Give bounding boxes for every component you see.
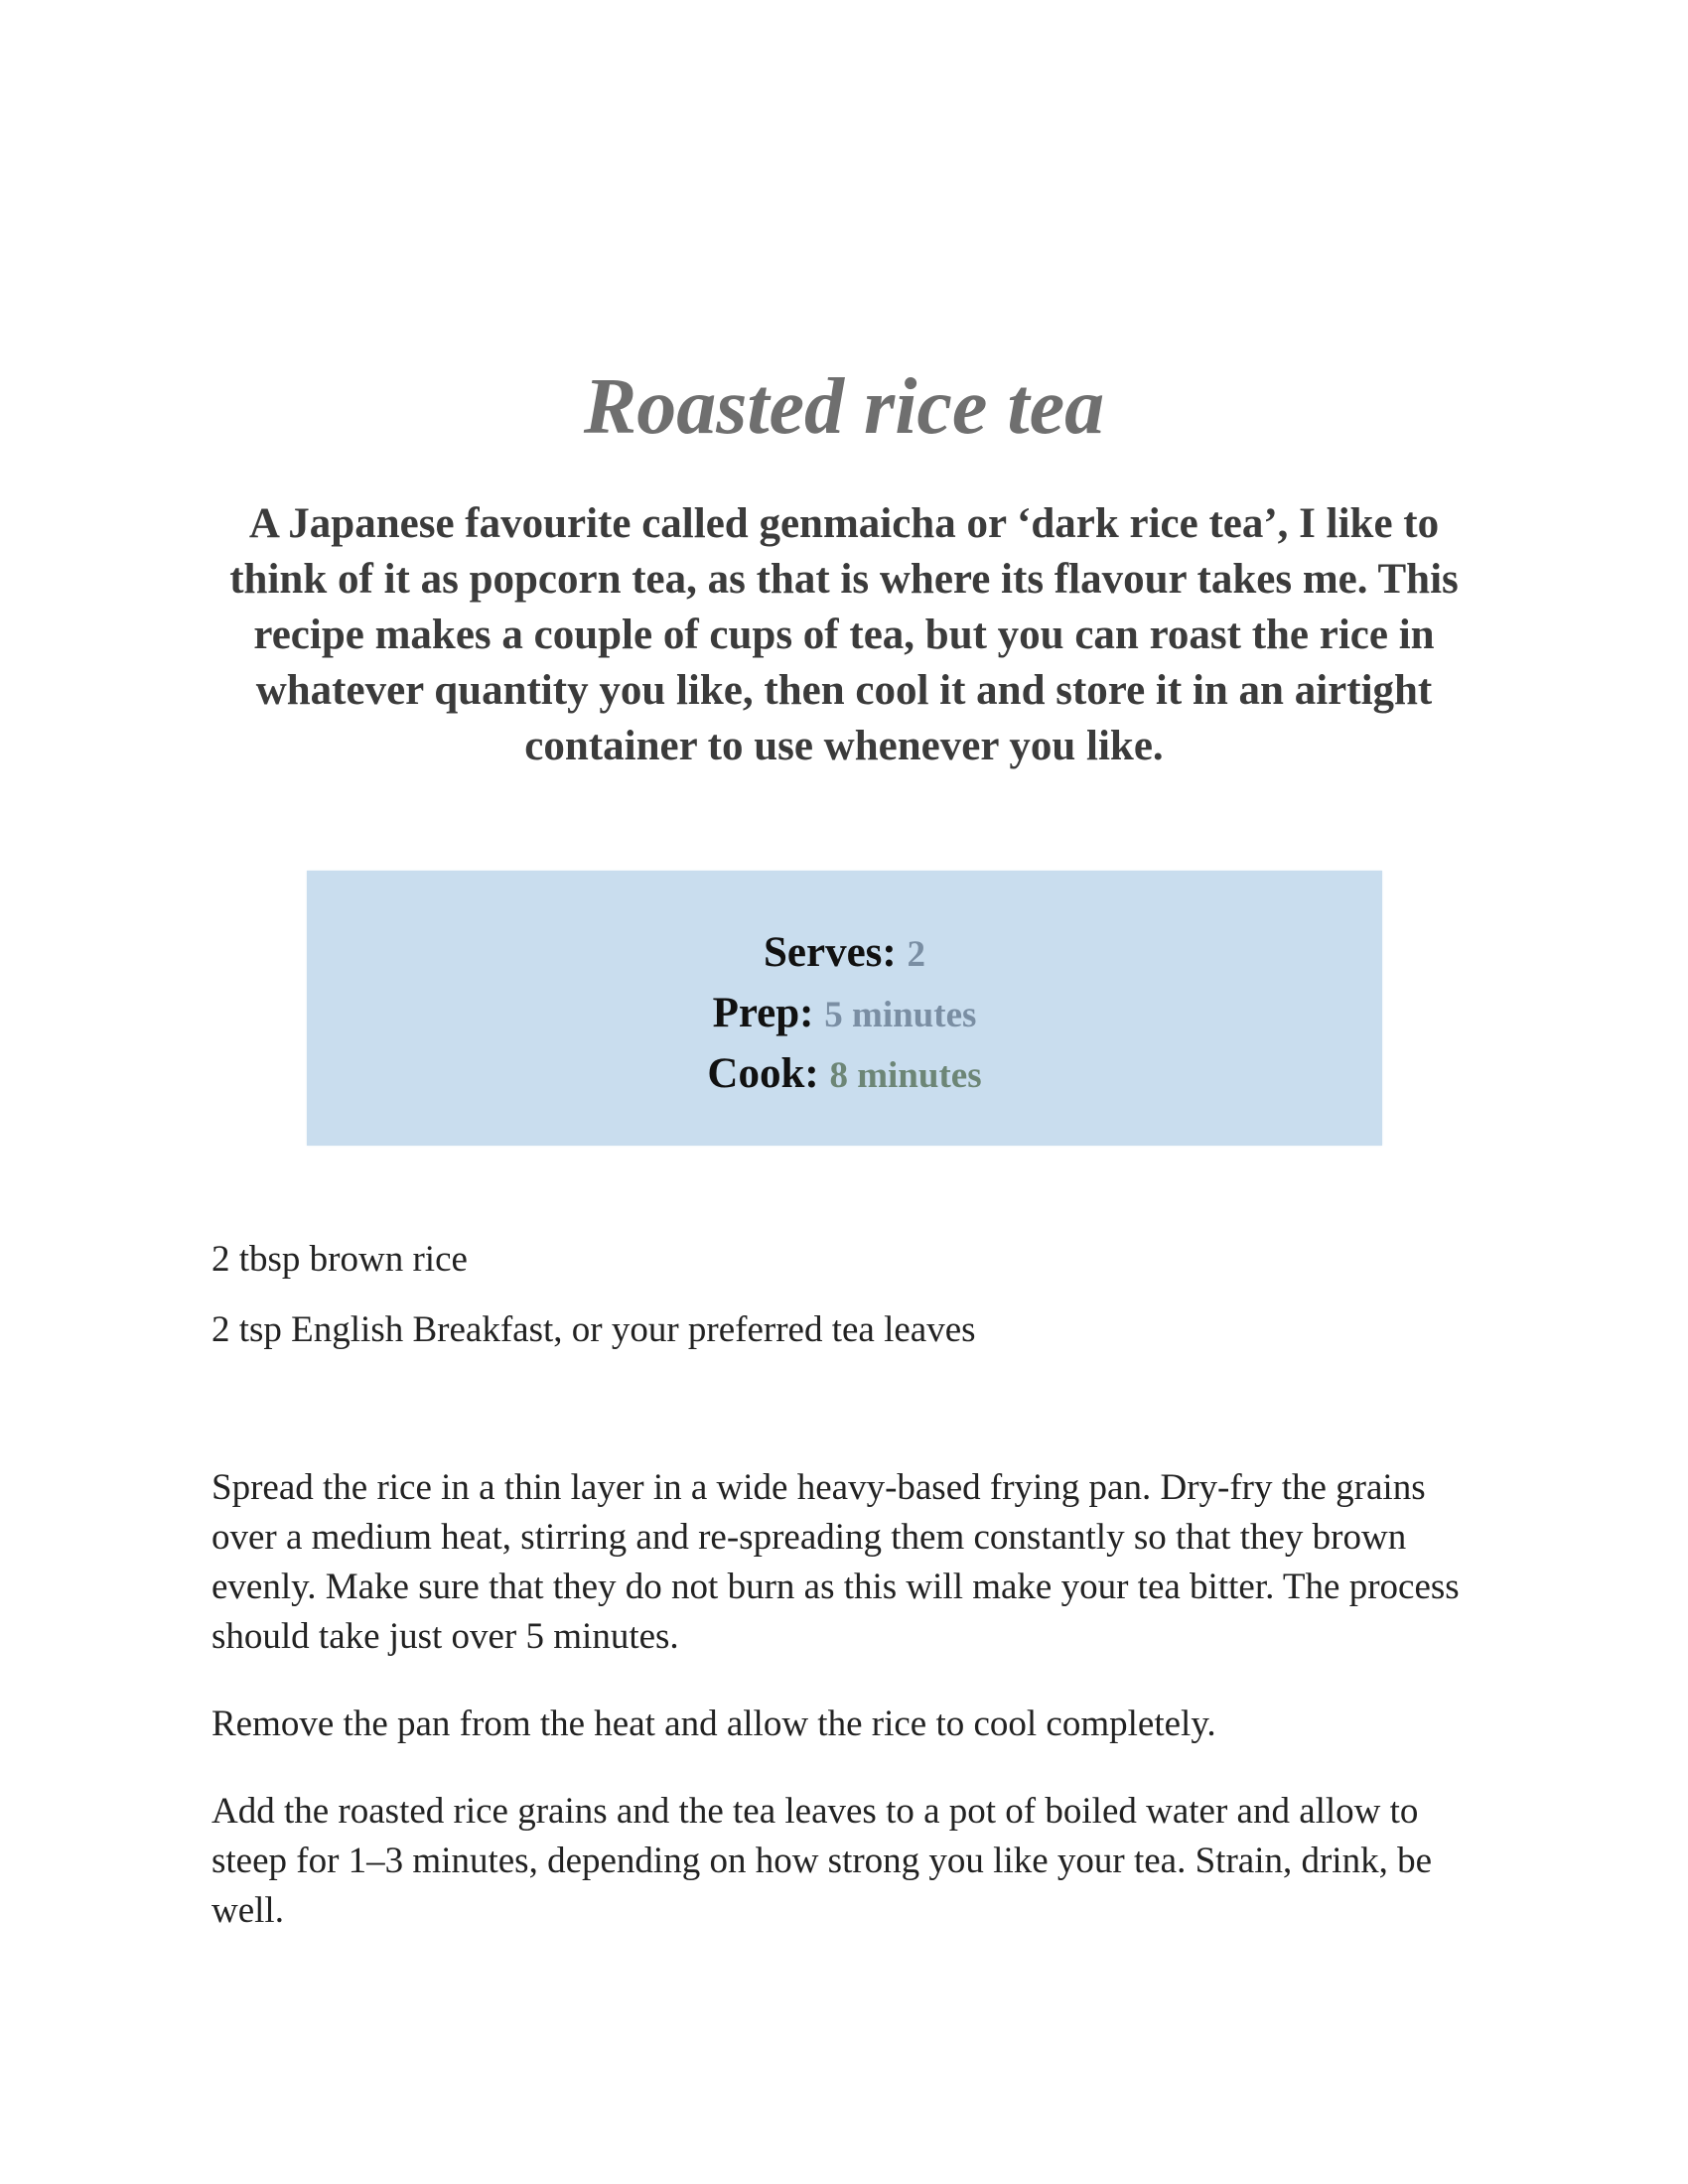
cook-line bbox=[307, 1043, 1382, 1104]
ingredient-item: 2 tbsp brown rice bbox=[211, 1239, 468, 1280]
ingredient-item: 2 tsp English Breakfast, or your preferred tea leaves bbox=[211, 1309, 976, 1350]
ingredients-list bbox=[211, 1236, 1502, 1377]
recipe-title: Roasted rice tea bbox=[583, 363, 1105, 451]
method-step: Spread the rice in a thin layer in a wide heavy-based frying pan. Dry-fry the grains over a medium heat, stirring and re-spreading them constantly so that they brown evenly. Make sure that they do not burn as this will make your tea bitter. The process should take just over 5 minutes. bbox=[211, 1467, 1460, 1657]
recipe-info-lines bbox=[307, 922, 1382, 1104]
cook-label: Cook: bbox=[707, 1050, 819, 1097]
prep-line bbox=[307, 983, 1382, 1043]
method-steps bbox=[211, 1463, 1492, 1974]
serves-value: 2 bbox=[907, 934, 925, 975]
prep-value: 5 minutes bbox=[824, 995, 977, 1035]
recipe-info-box bbox=[307, 871, 1382, 1146]
prep-label: Prep: bbox=[712, 990, 814, 1036]
serves-label: Serves: bbox=[764, 929, 897, 976]
method-step: Add the roasted rice grains and the tea leaves to a pot of boiled water and allow to steep for 1–3 minutes, depending on how strong you like your tea. Strain, drink, be well. bbox=[211, 1791, 1433, 1931]
cook-value: 8 minutes bbox=[829, 1055, 982, 1096]
recipe-intro: A Japanese favourite called genmaicha or ‘dark rice tea’, I like to think of it as popcorn tea, as that is where its flavour takes me. This recipe makes a couple of cups of tea, but you can roast the rice in whatever quantity you like, then cool it and store it in an airtight container to use whenever you like. bbox=[229, 500, 1459, 769]
method-step: Remove the pan from the heat and allow the rice to cool completely. bbox=[211, 1704, 1216, 1744]
serves-line bbox=[307, 922, 1382, 983]
